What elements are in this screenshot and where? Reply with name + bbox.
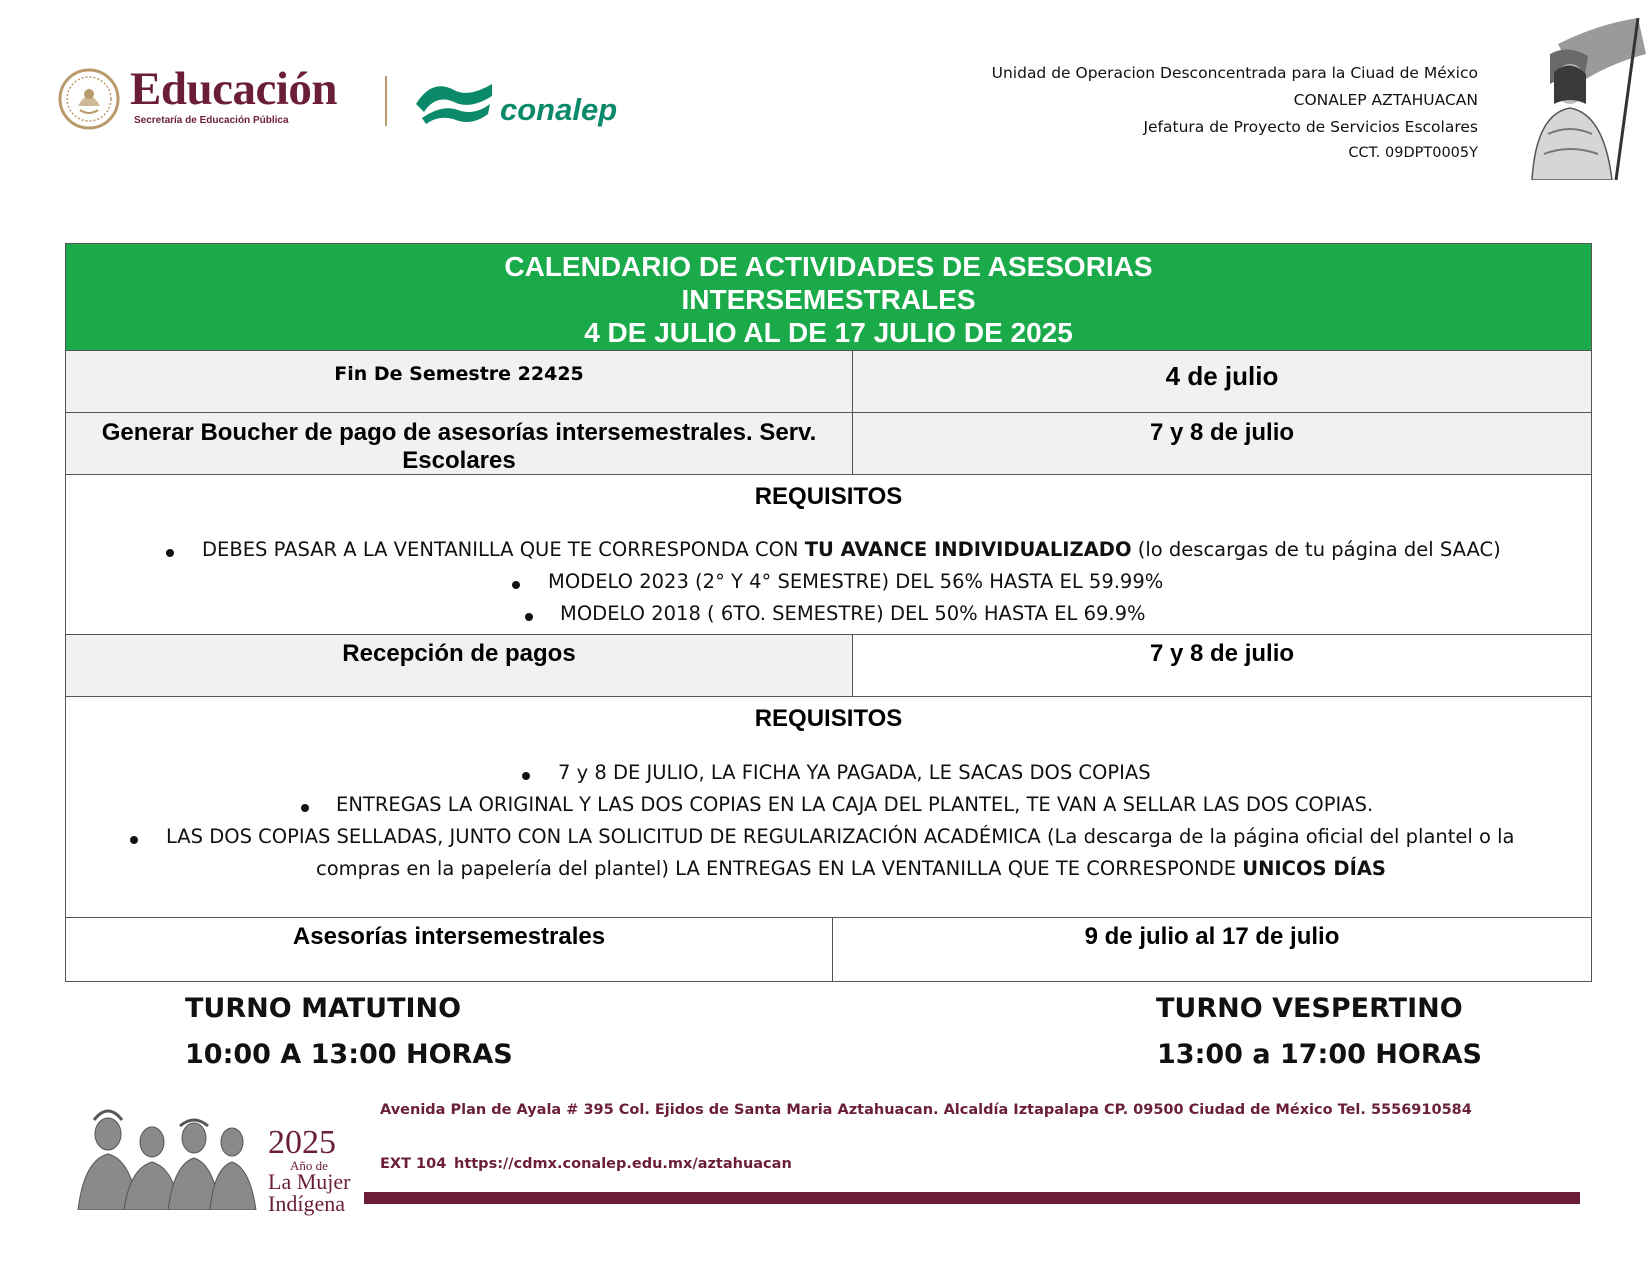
bullet-icon [166, 549, 174, 557]
conalep-logo-icon [412, 74, 496, 124]
evening-shift-hours: 13:00 a 17:00 HORAS [1157, 1039, 1482, 1070]
logo-divider [385, 76, 387, 126]
requirements-title: REQUISITOS [754, 483, 903, 510]
requirements-block [66, 697, 1591, 918]
table-row [66, 351, 1591, 413]
calendar-title-line: 4 DE JULIO AL DE 17 JULIO DE 2025 [584, 317, 1073, 348]
requirement-item: DEBES PASAR A LA VENTANILLA QUE TE CORRESPONDA CON TU AVANCE INDIVIDUALIZADO (lo descargas de tu página del SAAC) [202, 538, 1501, 561]
calendar-title-line: CALENDARIO DE ACTIVIDADES DE ASESORIAS [504, 251, 1153, 282]
sep-subtitle: Secretaría de Educación Pública [134, 115, 289, 126]
bullet-icon [525, 613, 533, 621]
footer-year-of: Año de [290, 1158, 328, 1173]
footer-website-link[interactable]: https://cdmx.conalep.edu.mx/aztahuacan [454, 1156, 792, 1172]
requirement-item-continued: compras en la papelería del plantel) LA ENTREGAS EN LA VENTANILLA QUE TE CORRESPONDE UNICOS DÍAS [316, 857, 1386, 880]
institution-cct: CCT. 09DPT0005Y [1348, 145, 1478, 161]
footer-year: 2025 [268, 1124, 336, 1161]
calendar-title-line: INTERSEMESTRALES [681, 284, 976, 315]
activity-cell: Recepción de pagos [66, 635, 853, 696]
national-seal-icon [58, 68, 120, 130]
education-wordmark: Educación [130, 63, 338, 115]
heroine-flag-illustration [1488, 14, 1650, 180]
requirement-item: 7 y 8 DE JULIO, LA FICHA YA PAGADA, LE SACAS DOS COPIAS [558, 761, 1151, 784]
bullet-icon [301, 804, 309, 812]
footer-slogan-line2: Indígena [268, 1191, 345, 1216]
calendar-title-band [66, 244, 1591, 351]
requirements-block [66, 475, 1591, 635]
institution-campus: CONALEP AZTAHUACAN [1293, 91, 1478, 109]
requirements-title: REQUISITOS [754, 705, 903, 732]
morning-shift-hours: 10:00 A 13:00 HORAS [185, 1039, 513, 1070]
requirement-item: MODELO 2018 ( 6TO. SEMESTRE) DEL 50% HASTA EL 69.9% [560, 602, 1146, 625]
date-cell: 7 y 8 de julio [1149, 419, 1295, 446]
bullet-icon [522, 772, 530, 780]
activity-cell: Generar Boucher de pago de asesorías intersemestrales. Serv. Escolares [66, 413, 853, 474]
table-row [66, 918, 1591, 981]
bullet-icon [130, 836, 138, 844]
table-row [66, 413, 1591, 475]
activity-cell: Fin De Semestre 22425 [66, 351, 853, 412]
requirement-item: ENTREGAS LA ORIGINAL Y LAS DOS COPIAS EN LA CAJA DEL PLANTEL, TE VAN A SELLAR LAS DOS COPIAS. [336, 793, 1374, 816]
footer-bar [364, 1192, 1580, 1204]
institution-department: Jefatura de Proyecto de Servicios Escolares [1143, 118, 1478, 136]
requirement-item: LAS DOS COPIAS SELLADAS, JUNTO CON LA SOLICITUD DE REGULARIZACIÓN ACADÉMICA (La descarga de la página oficial del plantel o la [166, 825, 1515, 848]
footer-slogan-line1: La Mujer [268, 1169, 351, 1194]
conalep-wordmark: conalep [500, 92, 618, 127]
footer-extension: EXT 104 [380, 1156, 447, 1172]
bullet-icon [512, 581, 520, 589]
footer-address: Avenida Plan de Ayala # 395 Col. Ejidos de Santa Maria Aztahuacan. Alcaldía Iztapalapa CP. 09500 Ciudad de México Tel. 5556910584 [380, 1102, 1472, 1118]
table-row [66, 635, 1591, 697]
date-cell: 9 de julio al 17 de julio [1084, 923, 1340, 950]
institution-unit: Unidad de Operacion Desconcentrada para la Ciuad de México [991, 64, 1478, 82]
activities-calendar-table [65, 243, 1592, 982]
date-cell: 7 y 8 de julio [1149, 640, 1295, 667]
morning-shift-label: TURNO MATUTINO [185, 993, 462, 1024]
date-cell: 4 de julio [1165, 361, 1279, 391]
indigenous-women-illustration [68, 1098, 258, 1210]
requirement-item: MODELO 2023 (2° Y 4° SEMESTRE) DEL 56% HASTA EL 59.99% [548, 570, 1164, 593]
activity-cell: Asesorías intersemestrales [66, 918, 833, 981]
evening-shift-label: TURNO VESPERTINO [1156, 993, 1463, 1024]
